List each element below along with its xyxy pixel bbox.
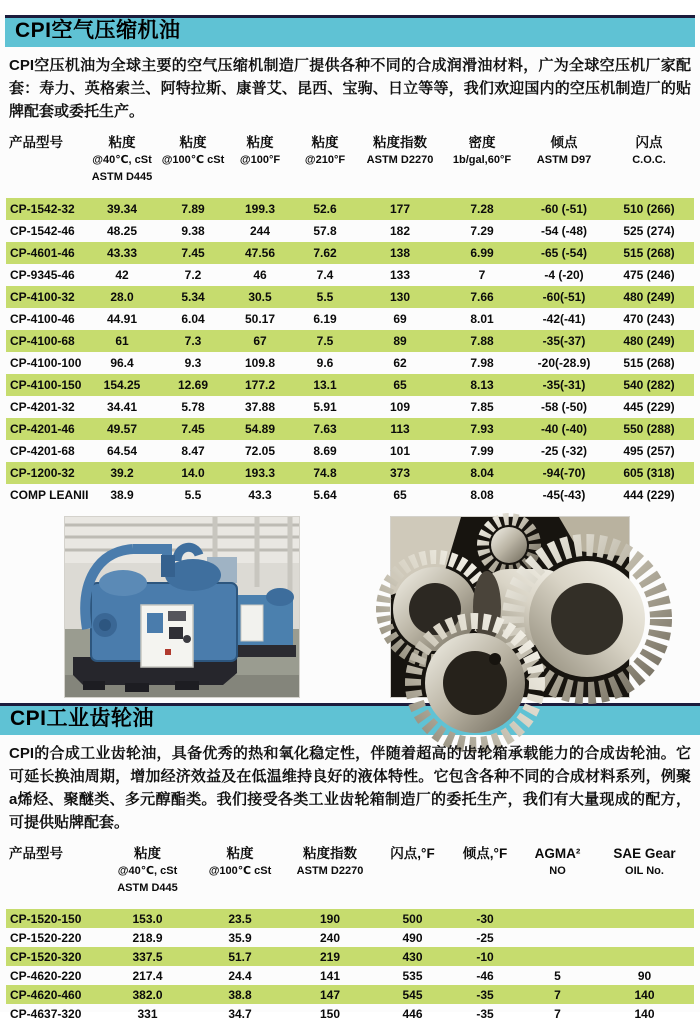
cell: 7.98 (470, 356, 494, 370)
cell: 109.8 (244, 356, 276, 370)
compressor-illustration (65, 517, 299, 697)
cell: 7.2 (184, 268, 202, 282)
cell: 51.7 (228, 949, 252, 964)
cell: CP-4620-460 (10, 987, 82, 1002)
cell: -58 (-50) (540, 400, 587, 414)
cell: -20(-28.9) (537, 356, 591, 370)
column-header: 粘度 @100℃ cSt (161, 135, 225, 166)
cell: 8.04 (470, 466, 494, 480)
cell: 39.34 (106, 202, 138, 216)
cell: 182 (389, 224, 411, 238)
cell: 54.89 (244, 422, 276, 436)
cell: 240 (319, 930, 341, 945)
cell: 500 (402, 911, 423, 926)
cell: 141 (319, 968, 341, 983)
cell: 8.08 (470, 488, 494, 502)
cell: 34.7 (228, 1006, 252, 1021)
table-row (6, 264, 694, 286)
cell: 42 (115, 268, 129, 282)
cell: 7.85 (470, 400, 494, 414)
column-header: 倾点 ASTM D97 (536, 135, 592, 166)
cell: -42(-41) (542, 312, 586, 326)
cell: 138 (389, 246, 411, 260)
cell: 8.47 (181, 444, 205, 458)
column-header: 粘度 @100°F (239, 135, 281, 166)
cell: CP-4620-220 (10, 968, 82, 983)
cell: CP-4100-46 (10, 312, 75, 326)
table-row (6, 985, 694, 1004)
industrial-gears-photo (390, 516, 630, 698)
gear-oil-table (6, 842, 694, 1023)
cell: 190 (319, 911, 341, 926)
cell: 7.4 (316, 268, 334, 282)
cell (520, 928, 595, 947)
section-industrial-gear-oil (0, 703, 700, 1023)
cell: CP-9345-46 (10, 268, 75, 282)
cell: CP-4100-68 (10, 334, 75, 348)
cell: 153.0 (132, 911, 163, 926)
cell: -40 (-40) (540, 422, 587, 436)
cell: 219 (319, 949, 341, 964)
cell: CP-1520-150 (10, 911, 82, 926)
cell: 150 (319, 1006, 341, 1021)
cell: -25 (-32) (540, 444, 587, 458)
table-row (6, 440, 694, 462)
cell: 72.05 (244, 444, 276, 458)
column-header: 密度 1b/gal,60°F (452, 135, 512, 166)
cell: 5.91 (313, 400, 337, 414)
cell: 52.6 (313, 202, 337, 216)
cell: 7.88 (470, 334, 494, 348)
table-row (6, 286, 694, 308)
cell (520, 909, 595, 928)
gear-oil-table-header (6, 842, 694, 909)
cell: CP-4201-46 (10, 422, 75, 436)
cell: 480 (249) (623, 334, 675, 348)
cell: -65 (-54) (540, 246, 587, 260)
cell: 140 (634, 1006, 655, 1021)
table-row (6, 909, 694, 928)
section2-intro: CPI的合成工业齿轮油，具备优秀的热和氧化稳定性，伴随着超高的齿轮箱承载能力的合成齿轮油。它可延长换油周期，增加经济效益及在低温维持良好的液体特性。它包含各种不同的合成材料系列，例聚 a烯烃、聚醚类、多元醇酯类。我们接受各类工业齿轮箱制造厂的委托生产，我们有大量现成的配方，可提供贴牌配套。 (9, 745, 691, 831)
compressor-oil-table (6, 131, 694, 506)
cell: 57.8 (313, 224, 337, 238)
cell: -25 (476, 930, 494, 945)
cell (595, 928, 694, 947)
cell: 515 (268) (623, 246, 675, 260)
cell: COMP LEANII (10, 488, 89, 502)
cell: 217.4 (132, 968, 163, 983)
cell: 50.17 (244, 312, 276, 326)
cell: -35 (476, 1006, 494, 1021)
table-row (6, 484, 694, 506)
table-row (6, 947, 694, 966)
compressor-oil-table-body (6, 198, 694, 506)
cell: 101 (389, 444, 411, 458)
cell: 9.3 (184, 356, 202, 370)
cell: 8.01 (470, 312, 494, 326)
cell: -10 (476, 949, 494, 964)
cell: 7.89 (181, 202, 205, 216)
cell: 545 (402, 987, 423, 1002)
cell: CP-4601-46 (10, 246, 75, 260)
cell: -35(-31) (542, 378, 586, 392)
section1-title-bar (5, 15, 695, 47)
cell: 9.6 (316, 356, 334, 370)
cell: 430 (402, 949, 423, 964)
cell: 67 (253, 334, 267, 348)
cell: CP-4100-150 (10, 378, 82, 392)
cell: 193.3 (244, 466, 276, 480)
cell: CP-1542-32 (10, 202, 75, 216)
table-row (6, 352, 694, 374)
cell: 48.25 (106, 224, 138, 238)
cell: 96.4 (110, 356, 134, 370)
compressor-oil-table-header (6, 131, 694, 198)
column-header: 倾点,°F (462, 846, 508, 861)
column-header: 粘度指数 ASTM D2270 (366, 135, 434, 166)
cell: -35(-37) (542, 334, 586, 348)
air-compressor-machines-photo (64, 516, 300, 698)
cell: 605 (318) (623, 466, 675, 480)
cell: 130 (389, 290, 411, 304)
cell: 382.0 (132, 987, 163, 1002)
cell: 47.56 (244, 246, 276, 260)
cell: 8.69 (313, 444, 337, 458)
table-row (6, 220, 694, 242)
cell: 46 (253, 268, 267, 282)
cell: 337.5 (132, 949, 163, 964)
cell: 7.45 (181, 422, 205, 436)
cell: 446 (402, 1006, 423, 1021)
cell: CP-1520-320 (10, 949, 82, 964)
cell: 12.69 (177, 378, 209, 392)
column-header: AGMA² NO (534, 846, 581, 877)
column-header: 产品型号 (9, 846, 63, 861)
cell: 495 (257) (623, 444, 675, 458)
cell: 5.78 (181, 400, 205, 414)
cell: -30 (476, 911, 494, 926)
cell: 199.3 (244, 202, 276, 216)
table-row (6, 396, 694, 418)
cell: 61 (115, 334, 129, 348)
column-header: 粘度 @40℃, cSt ASTM D445 (91, 135, 153, 183)
section-air-compressor-oil (0, 15, 700, 506)
cell: 34.41 (106, 400, 138, 414)
cell: 38.9 (110, 488, 134, 502)
photo-row (64, 516, 630, 698)
cell: 5.5 (316, 290, 334, 304)
cell: CP-1520-220 (10, 930, 82, 945)
cell: 38.8 (228, 987, 252, 1002)
column-header: 粘度 @100℃ cSt (208, 846, 272, 877)
cell: 39.2 (110, 466, 134, 480)
column-header: 产品型号 (9, 135, 63, 150)
cell: 43.3 (248, 488, 272, 502)
cell: 244 (249, 224, 271, 238)
cell: 133 (389, 268, 411, 282)
cell: 510 (266) (623, 202, 675, 216)
cell: 109 (389, 400, 411, 414)
cell: -46 (476, 968, 494, 983)
table-row (6, 1004, 694, 1023)
cell: 331 (137, 1006, 158, 1021)
cell: 6.19 (313, 312, 337, 326)
cell: 515 (268) (623, 356, 675, 370)
table-row (6, 330, 694, 352)
cell: 5.34 (181, 290, 205, 304)
cell: 89 (393, 334, 407, 348)
cell: 6.04 (181, 312, 205, 326)
cell: 7 (554, 987, 561, 1002)
cell: 525 (274) (623, 224, 675, 238)
cell: 475 (246) (623, 268, 675, 282)
cell: 7.3 (184, 334, 202, 348)
cell: 14.0 (181, 466, 205, 480)
cell: 49.57 (106, 422, 138, 436)
cell: -45(-43) (542, 488, 586, 502)
column-header: 闪点,°F (390, 846, 435, 861)
cell: -60(-51) (542, 290, 586, 304)
cell: CP-4100-32 (10, 290, 75, 304)
gear-oil-table-body (6, 909, 694, 1023)
cell: 23.5 (228, 911, 252, 926)
cell: 6.99 (470, 246, 494, 260)
cell: 540 (282) (623, 378, 675, 392)
cell: 113 (390, 422, 410, 436)
cell: 444 (229) (623, 488, 675, 502)
cell (595, 947, 694, 966)
cell: 218.9 (132, 930, 163, 945)
cell: 64.54 (106, 444, 138, 458)
cell: 7.29 (470, 224, 494, 238)
cell: -60 (-51) (540, 202, 587, 216)
cell: -4 (-20) (544, 268, 584, 282)
section2-title: CPI工业齿轮油 (10, 707, 155, 730)
cell: 490 (402, 930, 423, 945)
cell: 177 (389, 202, 411, 216)
cell: CP-4100-100 (10, 356, 82, 370)
cell: 7.5 (316, 334, 334, 348)
cell: 480 (249) (623, 290, 675, 304)
cell: 7.93 (470, 422, 494, 436)
cell: 65 (393, 378, 407, 392)
cell: 9.38 (181, 224, 205, 238)
cell: 7.28 (470, 202, 494, 216)
cell: 44.91 (106, 312, 138, 326)
cell: 177.2 (244, 378, 276, 392)
cell: 147 (319, 987, 341, 1002)
cell: CP-4637-320 (10, 1006, 82, 1021)
catalog-page (0, 15, 700, 1021)
cell: 65 (393, 488, 407, 502)
section2-title-bar (0, 703, 700, 735)
gears-illustration (391, 517, 629, 697)
table-row (6, 418, 694, 440)
cell: 445 (229) (623, 400, 675, 414)
cell: 43.33 (106, 246, 138, 260)
cell: 28.0 (110, 290, 134, 304)
cell: 62 (393, 356, 407, 370)
cell: -54 (-48) (540, 224, 587, 238)
cell: 373 (389, 466, 411, 480)
cell: 5.64 (313, 488, 337, 502)
cell: 8.13 (470, 378, 494, 392)
cell: 30.5 (248, 290, 272, 304)
column-header: SAE Gear OIL No. (613, 846, 676, 877)
cell: 90 (637, 968, 652, 983)
cell: 7.99 (470, 444, 494, 458)
cell: CP-4201-68 (10, 444, 75, 458)
cell: 35.9 (228, 930, 252, 945)
cell: 37.88 (244, 400, 276, 414)
cell: 69 (393, 312, 407, 326)
cell: -94(-70) (542, 466, 586, 480)
table-row (6, 462, 694, 484)
cell: CP-4201-32 (10, 400, 75, 414)
cell: 550 (288) (623, 422, 675, 436)
cell: CP-1200-32 (10, 466, 75, 480)
cell: -35 (476, 987, 494, 1002)
cell: 140 (634, 987, 655, 1002)
table-row (6, 928, 694, 947)
cell: 7 (478, 268, 486, 282)
cell: 7.63 (313, 422, 337, 436)
cell: 24.4 (228, 968, 252, 983)
table-row (6, 198, 694, 220)
table-row (6, 966, 694, 985)
cell: 5.5 (184, 488, 202, 502)
table-row (6, 242, 694, 264)
column-header: 粘度 @210°F (304, 135, 346, 166)
cell: 13.1 (313, 378, 337, 392)
cell (520, 947, 595, 966)
cell (595, 909, 694, 928)
column-header: 粘度指数 ASTM D2270 (296, 846, 364, 877)
column-header: 闪点 C.O.C. (632, 135, 666, 166)
cell: 7.66 (470, 290, 494, 304)
cell: 7 (554, 1006, 561, 1021)
cell: 74.8 (313, 466, 337, 480)
section1-intro: CPI空压机油为全球主要的空气压缩机制造厂提供各种不同的合成润滑油材料，广为全球空压机厂家配套：寿力、英格索兰、阿特拉斯、康普艾、昆西、宝驹、日立等等，我们欢迎国内的空压机制造厂的贴牌配套或委托生产。 (9, 57, 691, 120)
table-row (6, 308, 694, 330)
column-header: 粘度 @40℃, cSt ASTM D445 (117, 846, 178, 894)
cell: 535 (402, 968, 423, 983)
section1-title: CPI空气压缩机油 (15, 19, 181, 42)
cell: 5 (554, 968, 561, 983)
cell: 154.25 (103, 378, 141, 392)
cell: 7.45 (181, 246, 205, 260)
cell: CP-1542-46 (10, 224, 75, 238)
cell: 470 (243) (623, 312, 675, 326)
table-row (6, 374, 694, 396)
cell: 7.62 (313, 246, 337, 260)
